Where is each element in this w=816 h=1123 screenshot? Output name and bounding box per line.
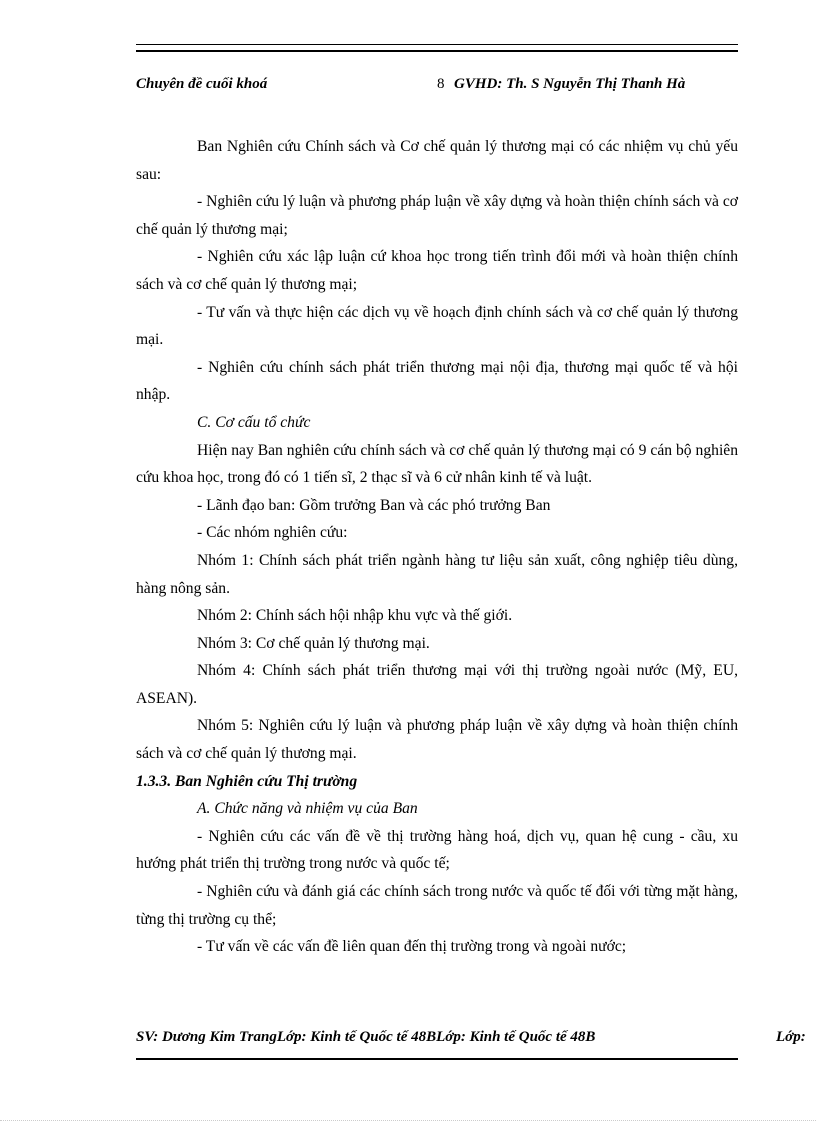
footer-rule — [136, 1058, 738, 1060]
section-heading: 1.3.3. Ban Nghiên cứu Thị trường — [136, 772, 358, 790]
paragraph: Nhóm 1: Chính sách phát triển ngành hàng tư liệu sản xuất, công nghiệp tiêu dùng, hàng nông sản. — [136, 551, 738, 597]
footer-student: SV: Dương Kim TrangLớp: Kinh tế Quốc tế 48BLớp: Kinh tế Quốc tế 48B — [136, 1029, 596, 1045]
page-number: 8 — [437, 76, 445, 92]
page-edge — [0, 1120, 816, 1121]
paragraph: - Lãnh đạo ban: Gồm trưởng Ban và các phó trưởng Ban — [197, 496, 551, 514]
paragraph: Nhóm 2: Chính sách hội nhập khu vực và thế giới. — [197, 607, 513, 625]
paragraph: Ban Nghiên cứu Chính sách và Cơ chế quản lý thương mại có các nhiệm vụ chủ yếu sau: — [136, 138, 738, 183]
subsection-heading: C. Cơ cấu tổ chức — [197, 413, 311, 431]
paragraph: Nhóm 3: Cơ chế quản lý thương mại. — [197, 634, 430, 652]
paragraph: - Nghiên cứu xác lập luận cứ khoa học trong tiến trình đổi mới và hoàn thiện chính sách và cơ chế quản lý thương mại; — [136, 248, 738, 293]
paragraph: Hiện nay Ban nghiên cứu chính sách và cơ chế quản lý thương mại có 9 cán bộ nghiên cứu khoa học, trong đó có 1 tiến sĩ, 2 thạc sĩ và 6 cử nhân kinh tế và luật. — [136, 441, 738, 487]
header-title: Chuyên đề cuối khoá — [136, 76, 268, 92]
paragraph: Nhóm 4: Chính sách phát triển thương mại với thị trường ngoài nước (Mỹ, EU, ASEAN). — [136, 662, 738, 707]
paragraph: - Nghiên cứu các vấn đề về thị trường hàng hoá, dịch vụ, quan hệ cung - cầu, xu hướng phát triển thị trường trong nước và quốc tế; — [136, 827, 738, 873]
document-body — [136, 133, 738, 961]
subsection-heading: A. Chức năng và nhiệm vụ của Ban — [197, 800, 418, 818]
paragraph: - Nghiên cứu lý luận và phương pháp luận về xây dựng và hoàn thiện chính sách và cơ chế quản lý thương mại; — [136, 193, 738, 238]
paragraph: - Nghiên cứu và đánh giá các chính sách trong nước và quốc tế đối với từng mặt hàng, từng thị trường cụ thể; — [136, 883, 738, 928]
header-advisor: GVHD: Th. S Nguyễn Thị Thanh Hà — [454, 76, 686, 92]
header-rule — [136, 44, 738, 52]
paragraph: - Nghiên cứu chính sách phát triển thương mại nội địa, thương mại quốc tế và hội nhập. — [136, 358, 738, 404]
paragraph: - Tư vấn về các vấn đề liên quan đến thị trường trong và ngoài nước; — [197, 938, 627, 956]
paragraph: - Tư vấn và thực hiện các dịch vụ về hoạch định chính sách và cơ chế quản lý thương mại. — [136, 303, 738, 349]
paragraph: Nhóm 5: Nghiên cứu lý luận và phương pháp luận về xây dựng và hoàn thiện chính sách và cơ chế quản lý thương mại. — [136, 717, 738, 763]
paragraph: - Các nhóm nghiên cứu: — [197, 524, 348, 542]
footer-class: Lớp: — [776, 1029, 806, 1045]
